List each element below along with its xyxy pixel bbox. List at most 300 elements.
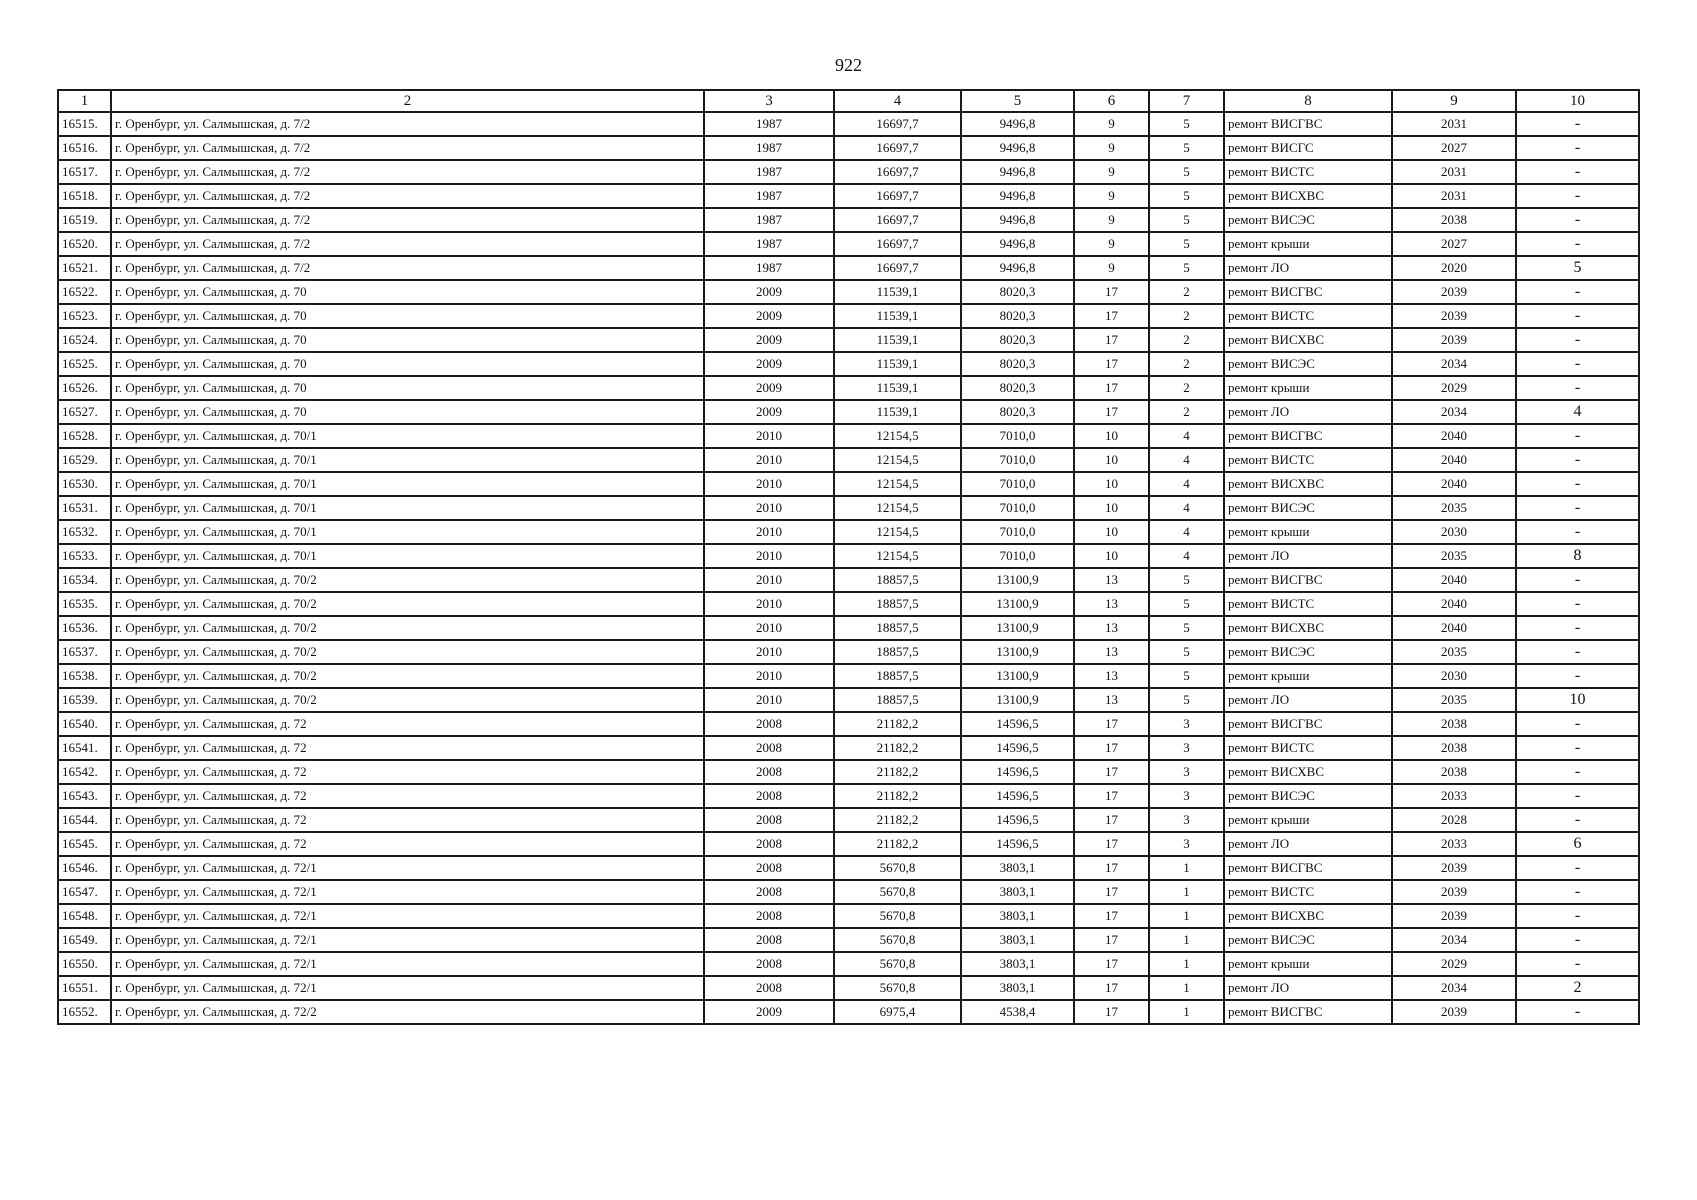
table-row (58, 136, 1639, 160)
entrances-cell: 5 (1149, 616, 1224, 640)
year-cell: 2010 (704, 424, 834, 448)
entrances-cell: 5 (1149, 640, 1224, 664)
row-number-cell: 16543. (58, 784, 111, 808)
row-number-cell: 16524. (58, 328, 111, 352)
entrances-cell: 5 (1149, 136, 1224, 160)
living-area-cell: 3803,1 (961, 880, 1074, 904)
last-column-cell: - (1516, 760, 1639, 784)
total-area-cell: 12154,5 (834, 496, 961, 520)
floors-cell: 17 (1074, 928, 1149, 952)
last-column-cell: - (1516, 352, 1639, 376)
floors-cell: 9 (1074, 184, 1149, 208)
address-cell: г. Оренбург, ул. Салмышская, д. 70 (111, 352, 704, 376)
column-header: 5 (961, 90, 1074, 112)
entrances-cell: 5 (1149, 232, 1224, 256)
table-row (58, 976, 1639, 1000)
floors-cell: 13 (1074, 664, 1149, 688)
floors-cell: 17 (1074, 760, 1149, 784)
column-header: 9 (1392, 90, 1516, 112)
address-cell: г. Оренбург, ул. Салмышская, д. 70/2 (111, 688, 704, 712)
planned-year-cell: 2035 (1392, 496, 1516, 520)
living-area-cell: 8020,3 (961, 328, 1074, 352)
entrances-cell: 5 (1149, 160, 1224, 184)
work-type-cell: ремонт ВИСЭС (1224, 496, 1392, 520)
row-number-cell: 16531. (58, 496, 111, 520)
last-column-cell: - (1516, 520, 1639, 544)
living-area-cell: 8020,3 (961, 352, 1074, 376)
total-area-cell: 21182,2 (834, 736, 961, 760)
address-cell: г. Оренбург, ул. Салмышская, д. 70/2 (111, 664, 704, 688)
floors-cell: 17 (1074, 376, 1149, 400)
entrances-cell: 4 (1149, 520, 1224, 544)
address-cell: г. Оренбург, ул. Салмышская, д. 72 (111, 832, 704, 856)
planned-year-cell: 2028 (1392, 808, 1516, 832)
work-type-cell: ремонт ЛО (1224, 544, 1392, 568)
living-area-cell: 4538,4 (961, 1000, 1074, 1024)
total-area-cell: 11539,1 (834, 280, 961, 304)
floors-cell: 9 (1074, 256, 1149, 280)
last-column-cell: - (1516, 376, 1639, 400)
year-cell: 2009 (704, 400, 834, 424)
total-area-cell: 18857,5 (834, 688, 961, 712)
work-type-cell: ремонт ВИСТС (1224, 448, 1392, 472)
row-number-cell: 16521. (58, 256, 111, 280)
total-area-cell: 18857,5 (834, 568, 961, 592)
column-header: 2 (111, 90, 704, 112)
planned-year-cell: 2034 (1392, 400, 1516, 424)
total-area-cell: 5670,8 (834, 928, 961, 952)
address-cell: г. Оренбург, ул. Салмышская, д. 70/2 (111, 616, 704, 640)
year-cell: 2009 (704, 1000, 834, 1024)
entrances-cell: 5 (1149, 112, 1224, 136)
total-area-cell: 5670,8 (834, 976, 961, 1000)
living-area-cell: 9496,8 (961, 160, 1074, 184)
row-number-cell: 16544. (58, 808, 111, 832)
entrances-cell: 4 (1149, 424, 1224, 448)
total-area-cell: 16697,7 (834, 184, 961, 208)
table-row (58, 928, 1639, 952)
last-column-cell: 10 (1516, 688, 1639, 712)
last-column-cell: - (1516, 712, 1639, 736)
living-area-cell: 3803,1 (961, 904, 1074, 928)
entrances-cell: 3 (1149, 784, 1224, 808)
last-column-cell: - (1516, 472, 1639, 496)
floors-cell: 10 (1074, 496, 1149, 520)
year-cell: 2010 (704, 688, 834, 712)
entrances-cell: 2 (1149, 328, 1224, 352)
address-cell: г. Оренбург, ул. Салмышская, д. 72 (111, 784, 704, 808)
row-number-cell: 16537. (58, 640, 111, 664)
column-header: 7 (1149, 90, 1224, 112)
work-type-cell: ремонт ВИСГВС (1224, 280, 1392, 304)
floors-cell: 9 (1074, 208, 1149, 232)
row-number-cell: 16520. (58, 232, 111, 256)
work-type-cell: ремонт ВИСХВС (1224, 904, 1392, 928)
entrances-cell: 2 (1149, 352, 1224, 376)
last-column-cell: - (1516, 280, 1639, 304)
address-cell: г. Оренбург, ул. Салмышская, д. 70/1 (111, 544, 704, 568)
last-column-cell: - (1516, 592, 1639, 616)
work-type-cell: ремонт ВИСГВС (1224, 712, 1392, 736)
total-area-cell: 5670,8 (834, 880, 961, 904)
table-row (58, 952, 1639, 976)
row-number-cell: 16526. (58, 376, 111, 400)
work-type-cell: ремонт ВИСГВС (1224, 1000, 1392, 1024)
living-area-cell: 7010,0 (961, 472, 1074, 496)
last-column-cell: - (1516, 112, 1639, 136)
planned-year-cell: 2038 (1392, 208, 1516, 232)
work-type-cell: ремонт крыши (1224, 664, 1392, 688)
last-column-cell: - (1516, 568, 1639, 592)
planned-year-cell: 2040 (1392, 616, 1516, 640)
work-type-cell: ремонт ВИСЭС (1224, 352, 1392, 376)
last-column-cell: - (1516, 952, 1639, 976)
living-area-cell: 14596,5 (961, 712, 1074, 736)
address-cell: г. Оренбург, ул. Салмышская, д. 70/2 (111, 592, 704, 616)
entrances-cell: 5 (1149, 592, 1224, 616)
total-area-cell: 12154,5 (834, 520, 961, 544)
address-cell: г. Оренбург, ул. Салмышская, д. 70/1 (111, 520, 704, 544)
year-cell: 2010 (704, 496, 834, 520)
year-cell: 1987 (704, 208, 834, 232)
living-area-cell: 3803,1 (961, 928, 1074, 952)
table-row (58, 112, 1639, 136)
address-cell: г. Оренбург, ул. Салмышская, д. 72/1 (111, 856, 704, 880)
living-area-cell: 14596,5 (961, 736, 1074, 760)
year-cell: 2010 (704, 616, 834, 640)
planned-year-cell: 2031 (1392, 112, 1516, 136)
address-cell: г. Оренбург, ул. Салмышская, д. 72/1 (111, 904, 704, 928)
last-column-cell: - (1516, 664, 1639, 688)
table-row (58, 232, 1639, 256)
year-cell: 2009 (704, 352, 834, 376)
entrances-cell: 2 (1149, 376, 1224, 400)
address-cell: г. Оренбург, ул. Салмышская, д. 70 (111, 304, 704, 328)
year-cell: 2008 (704, 928, 834, 952)
total-area-cell: 16697,7 (834, 136, 961, 160)
floors-cell: 10 (1074, 544, 1149, 568)
total-area-cell: 6975,4 (834, 1000, 961, 1024)
living-area-cell: 8020,3 (961, 400, 1074, 424)
row-number-cell: 16534. (58, 568, 111, 592)
floors-cell: 9 (1074, 232, 1149, 256)
total-area-cell: 21182,2 (834, 808, 961, 832)
entrances-cell: 2 (1149, 304, 1224, 328)
floors-cell: 17 (1074, 808, 1149, 832)
address-cell: г. Оренбург, ул. Салмышская, д. 70/1 (111, 496, 704, 520)
year-cell: 2008 (704, 712, 834, 736)
total-area-cell: 18857,5 (834, 616, 961, 640)
planned-year-cell: 2040 (1392, 424, 1516, 448)
address-cell: г. Оренбург, ул. Салмышская, д. 7/2 (111, 256, 704, 280)
year-cell: 2008 (704, 808, 834, 832)
registry-table (57, 89, 1640, 1025)
row-number-cell: 16517. (58, 160, 111, 184)
year-cell: 2008 (704, 880, 834, 904)
row-number-cell: 16541. (58, 736, 111, 760)
planned-year-cell: 2031 (1392, 184, 1516, 208)
year-cell: 2008 (704, 760, 834, 784)
last-column-cell: - (1516, 904, 1639, 928)
column-header: 10 (1516, 90, 1639, 112)
year-cell: 2008 (704, 976, 834, 1000)
floors-cell: 17 (1074, 904, 1149, 928)
last-column-cell: - (1516, 424, 1639, 448)
entrances-cell: 4 (1149, 472, 1224, 496)
table-row (58, 280, 1639, 304)
last-column-cell: - (1516, 448, 1639, 472)
row-number-cell: 16539. (58, 688, 111, 712)
work-type-cell: ремонт ВИСХВС (1224, 472, 1392, 496)
table-row (58, 904, 1639, 928)
living-area-cell: 13100,9 (961, 616, 1074, 640)
total-area-cell: 18857,5 (834, 664, 961, 688)
last-column-cell: - (1516, 880, 1639, 904)
row-number-cell: 16547. (58, 880, 111, 904)
living-area-cell: 3803,1 (961, 952, 1074, 976)
total-area-cell: 21182,2 (834, 760, 961, 784)
floors-cell: 17 (1074, 832, 1149, 856)
row-number-cell: 16535. (58, 592, 111, 616)
work-type-cell: ремонт ВИСЭС (1224, 928, 1392, 952)
work-type-cell: ремонт ВИСЭС (1224, 784, 1392, 808)
living-area-cell: 7010,0 (961, 424, 1074, 448)
table-row (58, 208, 1639, 232)
table-row (58, 808, 1639, 832)
work-type-cell: ремонт ВИСТС (1224, 160, 1392, 184)
entrances-cell: 5 (1149, 664, 1224, 688)
address-cell: г. Оренбург, ул. Салмышская, д. 72/2 (111, 1000, 704, 1024)
table-row (58, 544, 1639, 568)
planned-year-cell: 2027 (1392, 232, 1516, 256)
address-cell: г. Оренбург, ул. Салмышская, д. 72 (111, 808, 704, 832)
floors-cell: 10 (1074, 448, 1149, 472)
planned-year-cell: 2035 (1392, 688, 1516, 712)
total-area-cell: 12154,5 (834, 424, 961, 448)
year-cell: 2008 (704, 832, 834, 856)
row-number-cell: 16516. (58, 136, 111, 160)
address-cell: г. Оренбург, ул. Салмышская, д. 7/2 (111, 232, 704, 256)
last-column-cell: - (1516, 640, 1639, 664)
work-type-cell: ремонт ВИСХВС (1224, 184, 1392, 208)
floors-cell: 13 (1074, 568, 1149, 592)
planned-year-cell: 2034 (1392, 352, 1516, 376)
year-cell: 1987 (704, 136, 834, 160)
table-row (58, 592, 1639, 616)
planned-year-cell: 2039 (1392, 856, 1516, 880)
last-column-cell: - (1516, 856, 1639, 880)
last-column-cell: - (1516, 184, 1639, 208)
year-cell: 1987 (704, 232, 834, 256)
last-column-cell: - (1516, 232, 1639, 256)
planned-year-cell: 2038 (1392, 712, 1516, 736)
column-header: 8 (1224, 90, 1392, 112)
row-number-cell: 16549. (58, 928, 111, 952)
table-row (58, 304, 1639, 328)
entrances-cell: 5 (1149, 256, 1224, 280)
table-row (58, 664, 1639, 688)
table-row (58, 688, 1639, 712)
entrances-cell: 3 (1149, 760, 1224, 784)
year-cell: 2009 (704, 280, 834, 304)
row-number-cell: 16552. (58, 1000, 111, 1024)
floors-cell: 13 (1074, 616, 1149, 640)
floors-cell: 17 (1074, 400, 1149, 424)
last-column-cell: - (1516, 1000, 1639, 1024)
work-type-cell: ремонт крыши (1224, 952, 1392, 976)
entrances-cell: 1 (1149, 904, 1224, 928)
row-number-cell: 16522. (58, 280, 111, 304)
total-area-cell: 21182,2 (834, 832, 961, 856)
address-cell: г. Оренбург, ул. Салмышская, д. 70/2 (111, 568, 704, 592)
planned-year-cell: 2031 (1392, 160, 1516, 184)
planned-year-cell: 2030 (1392, 520, 1516, 544)
table-row (58, 472, 1639, 496)
last-column-cell: 4 (1516, 400, 1639, 424)
year-cell: 2008 (704, 904, 834, 928)
living-area-cell: 7010,0 (961, 520, 1074, 544)
table-row (58, 712, 1639, 736)
living-area-cell: 14596,5 (961, 760, 1074, 784)
entrances-cell: 4 (1149, 448, 1224, 472)
planned-year-cell: 2034 (1392, 928, 1516, 952)
table-row (58, 760, 1639, 784)
work-type-cell: ремонт ВИСЭС (1224, 208, 1392, 232)
row-number-cell: 16540. (58, 712, 111, 736)
planned-year-cell: 2027 (1392, 136, 1516, 160)
table-row (58, 640, 1639, 664)
total-area-cell: 5670,8 (834, 952, 961, 976)
year-cell: 2010 (704, 640, 834, 664)
floors-cell: 17 (1074, 976, 1149, 1000)
entrances-cell: 3 (1149, 736, 1224, 760)
address-cell: г. Оренбург, ул. Салмышская, д. 72 (111, 736, 704, 760)
table-row (58, 880, 1639, 904)
year-cell: 1987 (704, 184, 834, 208)
planned-year-cell: 2034 (1392, 976, 1516, 1000)
total-area-cell: 18857,5 (834, 640, 961, 664)
planned-year-cell: 2035 (1392, 640, 1516, 664)
living-area-cell: 14596,5 (961, 832, 1074, 856)
planned-year-cell: 2040 (1392, 472, 1516, 496)
table-row (58, 256, 1639, 280)
floors-cell: 17 (1074, 304, 1149, 328)
row-number-cell: 16538. (58, 664, 111, 688)
last-column-cell: - (1516, 808, 1639, 832)
total-area-cell: 11539,1 (834, 376, 961, 400)
row-number-cell: 16518. (58, 184, 111, 208)
planned-year-cell: 2033 (1392, 832, 1516, 856)
last-column-cell: - (1516, 928, 1639, 952)
entrances-cell: 1 (1149, 856, 1224, 880)
address-cell: г. Оренбург, ул. Салмышская, д. 72 (111, 760, 704, 784)
row-number-cell: 16528. (58, 424, 111, 448)
floors-cell: 17 (1074, 712, 1149, 736)
address-cell: г. Оренбург, ул. Салмышская, д. 70/1 (111, 472, 704, 496)
year-cell: 2008 (704, 952, 834, 976)
last-column-cell: 2 (1516, 976, 1639, 1000)
row-number-cell: 16545. (58, 832, 111, 856)
address-cell: г. Оренбург, ул. Салмышская, д. 70/1 (111, 424, 704, 448)
table-body (58, 112, 1639, 1024)
total-area-cell: 11539,1 (834, 352, 961, 376)
row-number-cell: 16529. (58, 448, 111, 472)
year-cell: 2009 (704, 376, 834, 400)
entrances-cell: 3 (1149, 808, 1224, 832)
work-type-cell: ремонт ВИСТС (1224, 736, 1392, 760)
address-cell: г. Оренбург, ул. Салмышская, д. 72/1 (111, 928, 704, 952)
entrances-cell: 5 (1149, 568, 1224, 592)
planned-year-cell: 2039 (1392, 280, 1516, 304)
row-number-cell: 16536. (58, 616, 111, 640)
work-type-cell: ремонт крыши (1224, 808, 1392, 832)
year-cell: 2010 (704, 472, 834, 496)
entrances-cell: 3 (1149, 712, 1224, 736)
table-row (58, 448, 1639, 472)
work-type-cell: ремонт крыши (1224, 520, 1392, 544)
page-number: 922 (835, 55, 862, 75)
total-area-cell: 16697,7 (834, 112, 961, 136)
year-cell: 2010 (704, 664, 834, 688)
total-area-cell: 11539,1 (834, 328, 961, 352)
entrances-cell: 5 (1149, 688, 1224, 712)
floors-cell: 17 (1074, 352, 1149, 376)
floors-cell: 9 (1074, 112, 1149, 136)
work-type-cell: ремонт крыши (1224, 376, 1392, 400)
row-number-cell: 16527. (58, 400, 111, 424)
floors-cell: 10 (1074, 424, 1149, 448)
total-area-cell: 12154,5 (834, 544, 961, 568)
total-area-cell: 21182,2 (834, 784, 961, 808)
address-cell: г. Оренбург, ул. Салмышская, д. 72/1 (111, 976, 704, 1000)
entrances-cell: 1 (1149, 928, 1224, 952)
living-area-cell: 3803,1 (961, 856, 1074, 880)
year-cell: 1987 (704, 256, 834, 280)
work-type-cell: ремонт ЛО (1224, 976, 1392, 1000)
year-cell: 2010 (704, 520, 834, 544)
planned-year-cell: 2039 (1392, 880, 1516, 904)
entrances-cell: 5 (1149, 184, 1224, 208)
total-area-cell: 21182,2 (834, 712, 961, 736)
row-number-cell: 16551. (58, 976, 111, 1000)
column-header: 6 (1074, 90, 1149, 112)
table-header-row (58, 90, 1639, 112)
work-type-cell: ремонт ВИСГВС (1224, 112, 1392, 136)
living-area-cell: 13100,9 (961, 640, 1074, 664)
entrances-cell: 1 (1149, 952, 1224, 976)
living-area-cell: 9496,8 (961, 208, 1074, 232)
entrances-cell: 1 (1149, 880, 1224, 904)
total-area-cell: 11539,1 (834, 400, 961, 424)
floors-cell: 17 (1074, 856, 1149, 880)
work-type-cell: ремонт ВИСГВС (1224, 424, 1392, 448)
planned-year-cell: 2040 (1392, 568, 1516, 592)
year-cell: 2010 (704, 544, 834, 568)
planned-year-cell: 2020 (1392, 256, 1516, 280)
entrances-cell: 1 (1149, 976, 1224, 1000)
entrances-cell: 3 (1149, 832, 1224, 856)
year-cell: 2008 (704, 784, 834, 808)
work-type-cell: ремонт ВИСЭС (1224, 640, 1392, 664)
table-row (58, 736, 1639, 760)
address-cell: г. Оренбург, ул. Салмышская, д. 7/2 (111, 160, 704, 184)
floors-cell: 17 (1074, 952, 1149, 976)
table-row (58, 424, 1639, 448)
year-cell: 2010 (704, 448, 834, 472)
work-type-cell: ремонт ВИСТС (1224, 880, 1392, 904)
last-column-cell: 8 (1516, 544, 1639, 568)
floors-cell: 10 (1074, 520, 1149, 544)
